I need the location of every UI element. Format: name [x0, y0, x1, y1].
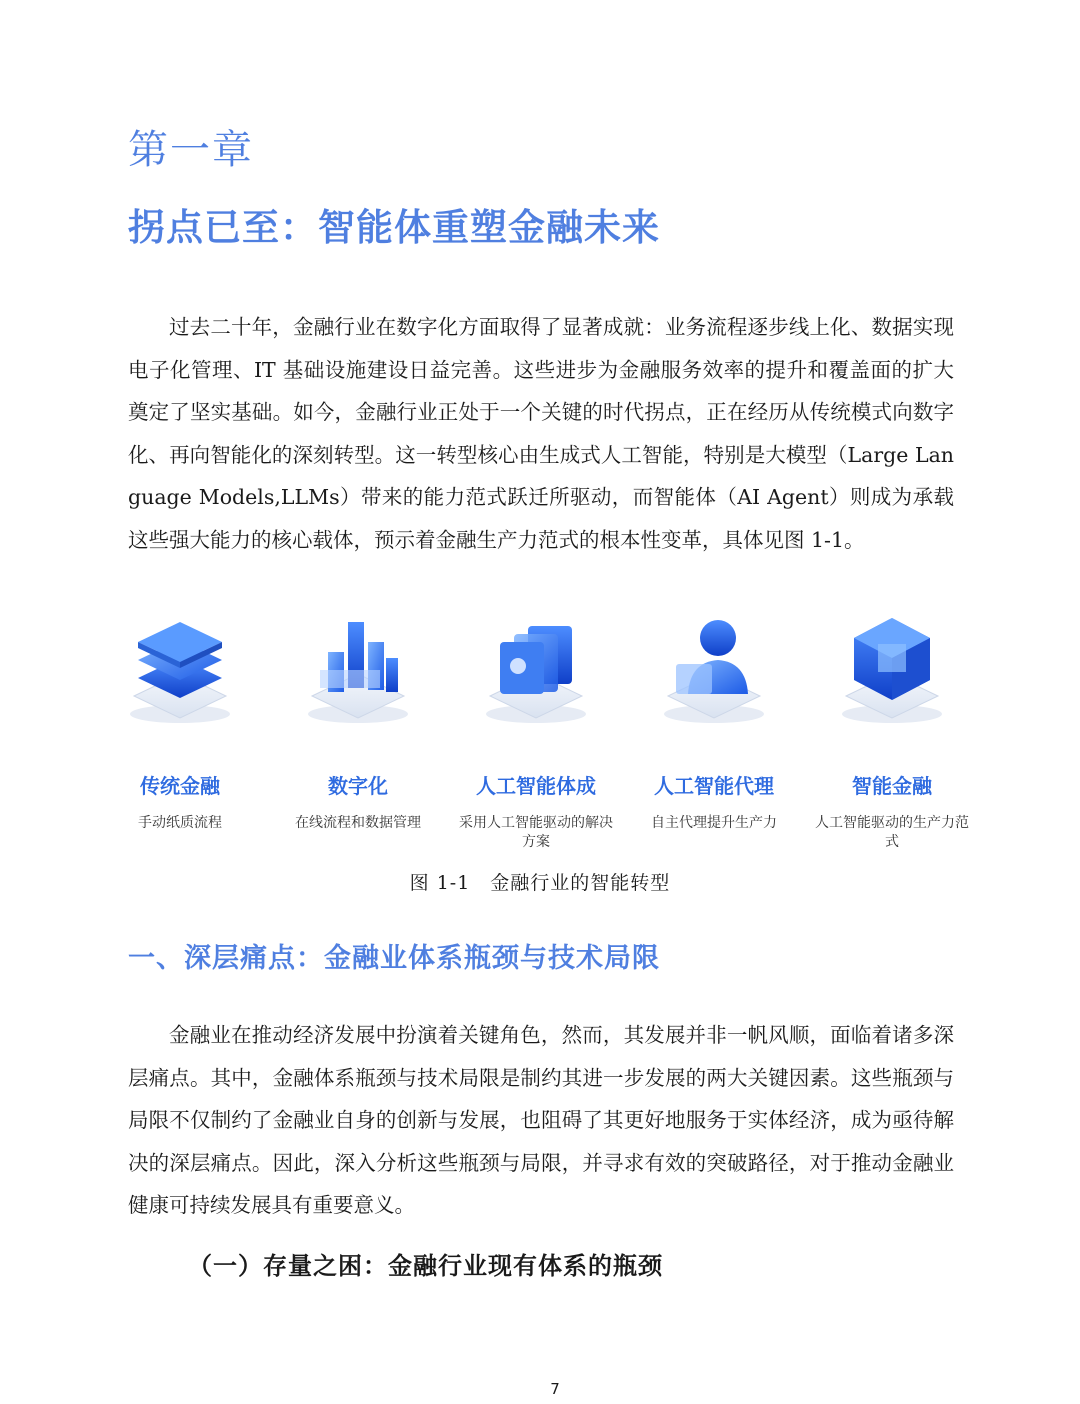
figure-item-desc: 手动纸质流程 — [138, 815, 222, 831]
figure-item-desc: 采用人工智能驱动的解决方案 — [459, 815, 613, 850]
figure-item-desc: 在线流程和数据管理 — [295, 815, 421, 831]
figure-item-desc: 自主代理提升生产力 — [651, 815, 777, 831]
figure-item-ai-agent — [624, 600, 804, 860]
figure-item-smart-finance — [802, 600, 982, 860]
cube-core-icon — [832, 608, 952, 728]
chapter-title: 拐点已至：智能体重塑金融未来 — [128, 206, 660, 249]
figure-caption: 图 1-1 金融行业的智能转型 — [409, 872, 671, 894]
figure-item-desc: 人工智能驱动的生产力范式 — [815, 815, 969, 850]
figure-item-title: 人工智能体成 — [476, 774, 596, 798]
figure-item-title: 数字化 — [328, 774, 388, 798]
figure-item-digitalization — [268, 600, 448, 860]
bar-chart-icon — [298, 608, 418, 728]
figure-item-title: 智能金融 — [852, 774, 932, 798]
figure-item-ai-integration — [446, 600, 626, 860]
layers-stack-icon — [120, 608, 240, 728]
screen-panels-icon — [476, 608, 596, 728]
figure-1-1 — [90, 600, 990, 860]
figure-item-title: 传统金融 — [140, 774, 220, 798]
section-paragraph: 金融业在推动经济发展中扮演着关键角色，然而，其发展并非一帆风顺，面临着诸多深层痛点。其中，金融体系瓶颈与技术局限是制约其进一步发展的两大关键因素。这些瓶颈与局限不仅制约了金融业自身的创新与发展，也阻碍了其更好地服务于实体经济，成为亟待解决的深层痛点。因此，深入分析这些瓶颈与局限，并寻求有效的突破路径，对于推动金融业健康可持续发展具有重要意义。 — [128, 1023, 954, 1217]
chapter-label: 第一章 — [128, 127, 254, 173]
person-agent-icon — [654, 608, 774, 728]
page-number: 7 — [550, 1380, 560, 1398]
subsection-heading: （一）存量之困：金融行业现有体系的瓶颈 — [188, 1252, 663, 1280]
figure-item-title: 人工智能代理 — [654, 774, 774, 798]
intro-paragraph: 过去二十年，金融行业在数字化方面取得了显著成就：业务流程逐步线上化、数据实现电子化管理、IT 基础设施建设日益完善。这些进步为金融服务效率的提升和覆盖面的扩大奠定了坚实基础。如今，金融行业正处于一个关键的时代拐点，正在经历从传统模式向数字化、再向智能化的深刻转型。这一转型核心由生成式人工智能，特别是大模型（Large Language Models,LLMs）带来的能力范式跃迁所驱动，而智能体（AI Agent）则成为承载这些强大能力的核心载体，预示着金融生产力范式的根本性变革，具体见图 1-1。 — [128, 315, 954, 552]
figure-item-traditional-finance — [90, 600, 270, 860]
section-heading: 一、深层痛点：金融业体系瓶颈与技术局限 — [128, 943, 660, 974]
